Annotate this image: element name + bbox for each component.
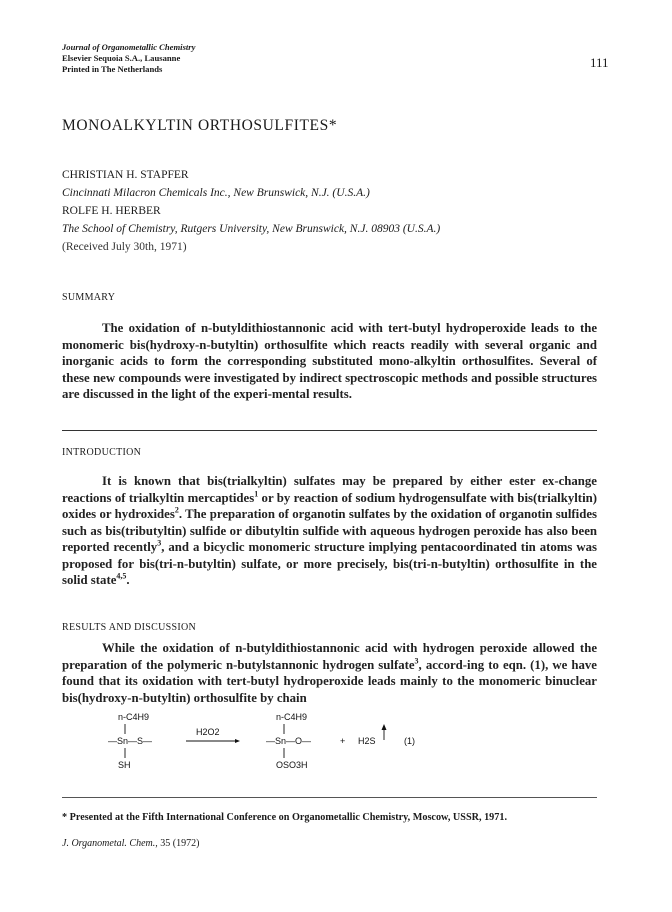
equation-number: (1) [404, 736, 415, 746]
reaction-scheme [0, 708, 672, 778]
ref-superscript: 4,5 [116, 571, 127, 581]
footnote: * Presented at the Fifth International Conference on Organometallic Chemistry, Moscow, USSR, 1971. [62, 812, 507, 823]
page-number: 111 [590, 55, 609, 70]
author-name-2: ROLFE H. HERBER [62, 205, 161, 217]
results-text-a: While the oxidation of n-butyldithiostannonic acid with hydrogen peroxide allowed the preparation of the polymeric n-butylstannonic hydrogen sulfate [62, 641, 597, 672]
footnote-divider [62, 797, 597, 798]
author-name-1: CHRISTIAN H. STAPFER [62, 169, 189, 181]
product-butyl-label: n-C4H9 [276, 712, 308, 722]
section-divider [62, 430, 597, 431]
intro-text-e: . [126, 573, 130, 587]
summary-text: The oxidation of n-butyldithiostannonic acid with tert-butyl hydroperoxide leads to the monomeric bis(hydroxy-n-butyltin) orthosulfite which reacts readily with several organic and inorganic acids to form the corresponding substituted mono-alkyltin orthosulfites. Several of these new compounds were investigated by indirect spectroscopic methods and possible structures are discussed in the light of the experi-mental results. [62, 321, 597, 401]
ref-superscript: 1 [254, 489, 259, 499]
intro-text-b: or by reaction of sodium hydrogensulfate with bis(trialkyltin) oxides or hydroxides [62, 490, 598, 521]
author-affiliation-2: The School of Chemistry, Rutgers University, New Brunswick, N.J. 08903 (U.S.A.) [62, 223, 441, 235]
reactant-butyl-label: n-C4H9 [118, 712, 150, 722]
introduction-heading: INTRODUCTION [62, 447, 142, 458]
reactant-chain-label: —Sn—S— [108, 736, 153, 746]
journal-name: Journal of Organometallic Chemistry [62, 42, 196, 52]
article-title: MONOALKYLTIN ORTHOSULFITES* [62, 117, 338, 134]
intro-text-d: , and a bicyclic monomeric structure implying pentacoordinated tin atoms was proposed for bis(tri-n-butyltin) sulfate, or more precisely, bis(tri-n-butyltin) orthosulfite in the solid state [62, 540, 597, 587]
journal-header [62, 42, 195, 75]
plus-sign: + [340, 736, 346, 746]
citation-journal: J. Organometal. Chem., [62, 838, 158, 849]
intro-text-c: . The preparation of organotin sulfates by the oxidation of organotin sulfides such as bis(tributyltin) sulfide or dibutyltin sulfide with aqueous hydrogen peroxide has also been reported recently [62, 507, 597, 554]
reagent-label: H2O2 [196, 727, 220, 737]
summary-heading: SUMMARY [62, 292, 116, 303]
introduction-paragraph [62, 473, 597, 589]
intro-text-a: It is known that bis(trialkyltin) sulfates may be prepared by either ester ex-change reactions of trialkyltin mercaptides [62, 474, 597, 505]
reaction-arrow-head [235, 739, 240, 743]
author-block [62, 166, 440, 256]
ref-superscript: 3 [157, 538, 162, 548]
product-oso3h-label: OSO3H [276, 760, 308, 770]
journal-citation [62, 838, 199, 849]
product-chain-label: —Sn—O— [266, 736, 312, 746]
summary-paragraph [62, 320, 597, 403]
byproduct-label: H2S [358, 736, 376, 746]
ref-superscript: 2 [174, 505, 179, 515]
printed-line: Printed in The Netherlands [62, 64, 163, 74]
gas-arrow-head [382, 724, 387, 730]
ref-superscript: 3 [414, 656, 419, 666]
results-text [62, 640, 597, 706]
results-heading: RESULTS AND DISCUSSION [62, 622, 197, 633]
author-affiliation-1: Cincinnati Milacron Chemicals Inc., New Brunswick, N.J. (U.S.A.) [62, 187, 370, 199]
publisher-line: Elsevier Sequoia S.A., Lausanne [62, 53, 181, 63]
received-date: (Received July 30th, 1971) [62, 241, 187, 253]
reactant-sh-label: SH [118, 760, 131, 770]
results-text-b: , accord-ing to eqn. (1), we have found that its oxidation with tert-butyl hydroperoxide leads mainly to the monomeric binuclear bis(hydroxy-n-butyltin) orthosulfite by chain [62, 657, 597, 705]
introduction-text [62, 473, 597, 589]
results-paragraph [62, 640, 597, 706]
citation-volume: 35 (1972) [160, 838, 200, 849]
